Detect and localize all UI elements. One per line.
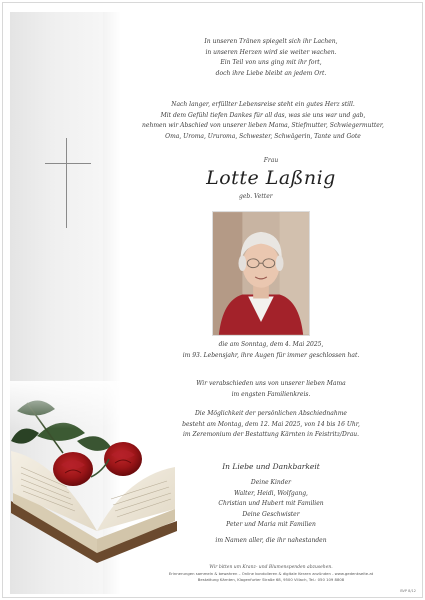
- footer: [121, 565, 421, 583]
- cross-icon-vertical: [66, 138, 67, 228]
- intro-line: nehmen wir Abschied von unserer lieben Mama, Stiefmutter, Schwiegermutter,: [142, 122, 384, 130]
- footer-address: Bestattung Kärnten, Klagenfurter Straße 68, 9500 Villach, Tel.: 050 109 8808: [197, 577, 345, 582]
- closing-line: im Namen aller, die ihr nahestanden: [215, 537, 327, 544]
- cross-icon-horizontal: [45, 163, 91, 164]
- intro-text: [103, 100, 423, 142]
- condolence-line: besteht am Montag, dem 12. Mai 2025, von 14 bis 16 Uhr,: [182, 420, 360, 428]
- footer-request: Wir bitten um Kranz- und Blumenspenden abzusehen.: [209, 565, 333, 570]
- portrait-photo: [212, 211, 310, 336]
- family-line: Peter und Maria mit Familien: [226, 521, 316, 529]
- family-line: Walter, Heidi, Wolfgang,: [234, 489, 308, 497]
- condolence-line: im Zeremonium der Bestattung Kärnten in Feistritz/Drau.: [182, 431, 360, 439]
- family-line: Deine Kinder: [250, 479, 292, 486]
- poem: [121, 37, 421, 79]
- death-line: die am Sonntag, dem 4. Mai 2025,: [218, 341, 324, 348]
- thanks-heading: In Liebe und Dankbarkeit: [222, 462, 320, 471]
- salutation: Frau: [263, 157, 279, 164]
- poem-line: in unseren Herzen wird sie weiter wachen.: [205, 48, 337, 56]
- family-line: Deine Geschwister: [242, 510, 300, 518]
- page-code: BVP 8/12: [400, 589, 416, 593]
- condolence-line: Die Möglichkeit der persönlichen Abschiednahme: [195, 410, 347, 417]
- deceased-name: Lotte Laßnig: [206, 167, 336, 189]
- farewell-line: im engsten Familienkreis.: [231, 390, 311, 398]
- family-list: [121, 478, 421, 531]
- intro-line: Nach langer, erfüllter Lebensreise steht ein gutes Herz still.: [171, 101, 355, 108]
- intro-line: Oma, Uroma, Ururoma, Schwester, Schwägerin, Tante und Gote: [165, 132, 361, 140]
- poem-line: doch ihre Liebe bleibt an jedem Ort.: [215, 69, 327, 77]
- footer-online: Erinnerungen sammeln & bewahren – Online kondolieren & digitale Kerzen anzünden - www.gedenkseite.at: [168, 571, 374, 576]
- death-line: im 93. Lebensjahr, ihre Augen für immer geschlossen hat.: [182, 351, 360, 359]
- parte-page: [2, 2, 423, 598]
- farewell-notice: [121, 379, 421, 400]
- death-notice: [121, 340, 421, 361]
- poem-line: In unseren Tränen spiegelt sich ihr Lachen,: [204, 38, 338, 45]
- farewell-line: Wir verabschieden uns von unserer lieben Mama: [196, 380, 346, 387]
- intro-line: Mit dem Gefühl tiefen Dankes für all das, was sie uns war und gab,: [160, 111, 366, 119]
- birth-name: geb. Vetter: [239, 193, 273, 200]
- family-line: Christian und Hubert mit Familien: [218, 500, 324, 508]
- poem-line: Ein Teil von uns ging mit ihr fort,: [220, 59, 322, 67]
- condolence-notice: [121, 409, 421, 441]
